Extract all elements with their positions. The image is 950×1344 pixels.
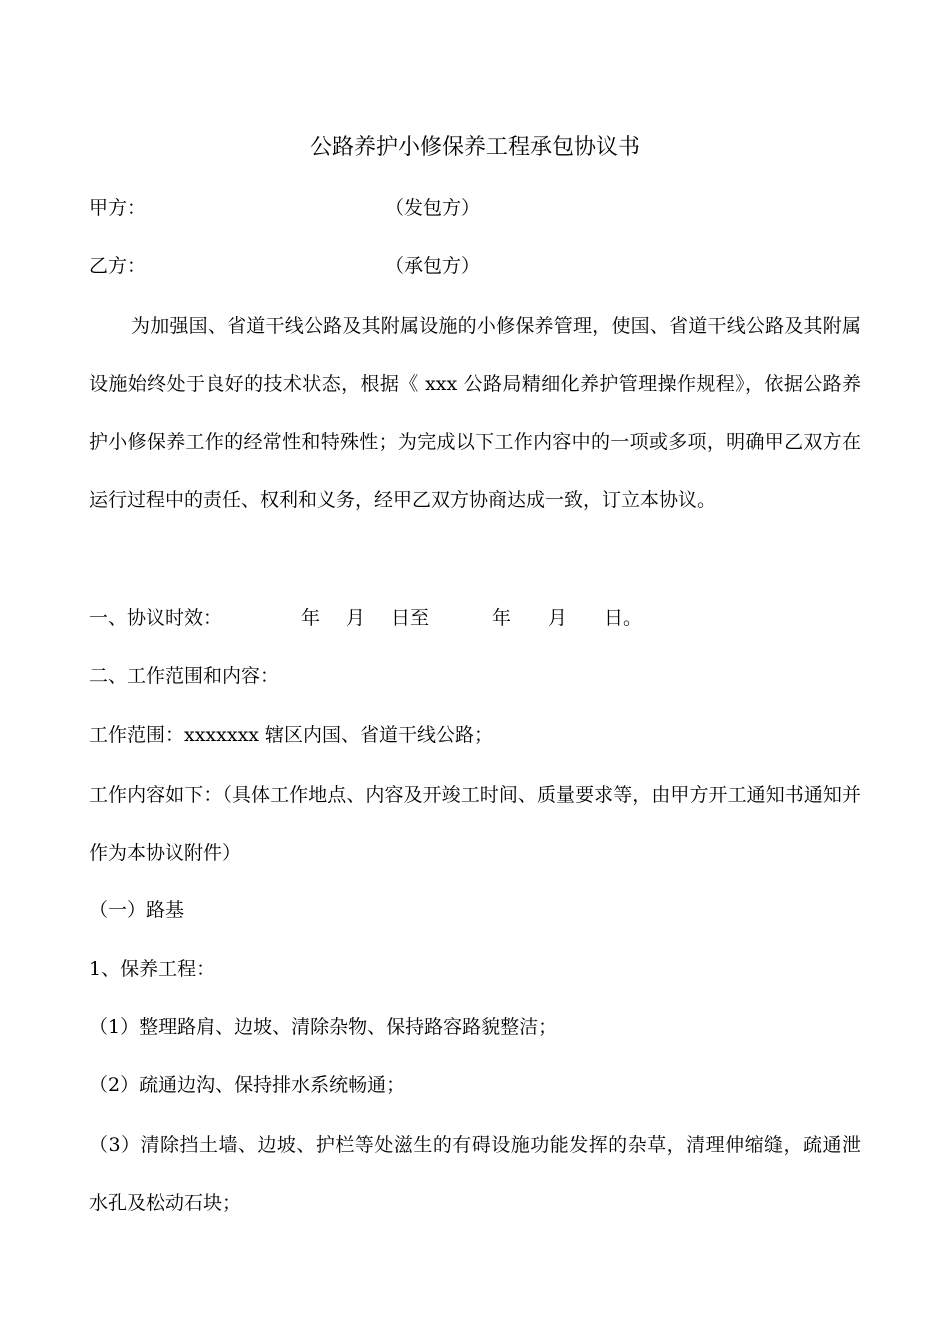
- preamble-paragraph: 为加强国、省道干线公路及其附属设施的小修保养管理，使国、省道干线公路及其附属设施始终处于良好的技术状态，根据《 xxx 公路局精细化养护管理操作规程》，依据公路养护小修保养工作的经常性和特殊性；为完成以下工作内容中的一项或多项，明确甲乙双方在运行过程中的责任、权利和义务，经甲乙双方协商达成一致，订立本协议。: [89, 315, 861, 511]
- sub-item-1: （1）整理路肩、边坡、清除杂物、保持路容路貌整洁；: [89, 1016, 558, 1038]
- item-maintenance-works: 1、保养工程：: [89, 958, 216, 980]
- party-a-role: （发包方）: [385, 197, 481, 219]
- subsection-roadbed: （一）路基: [89, 899, 185, 921]
- term-day-2: 日。: [604, 607, 643, 629]
- term-year-1: 年: [301, 607, 321, 629]
- work-scope: 工作范围：xxxxxxx 辖区内国、省道干线公路；: [89, 724, 494, 746]
- party-b-label: 乙方：: [89, 255, 147, 277]
- party-b-role: （承包方）: [385, 255, 481, 277]
- sub-item-3: （3）清除挡土墙、边坡、护栏等处滋生的有碍设施功能发挥的杂草，清理伸缩缝，疏通泄水孔及松动石块；: [89, 1134, 861, 1214]
- term-month-1: 月: [346, 607, 366, 629]
- section-two-heading: 二、工作范围和内容：: [89, 665, 280, 687]
- document-title: 公路养护小修保养工程承包协议书: [309, 135, 640, 160]
- term-label: 一、协议时效：: [89, 607, 223, 629]
- sub-item-2: （2）疏通边沟、保持排水系统畅通；: [89, 1074, 406, 1096]
- term-month-2: 月: [548, 607, 568, 629]
- party-a-label: 甲方：: [89, 197, 147, 219]
- term-day-1-to: 日至: [391, 607, 430, 629]
- work-content-intro: 工作内容如下：（具体工作地点、内容及开竣工时间、质量要求等，由甲方开工通知书通知并作为本协议附件）: [89, 784, 861, 864]
- term-year-2: 年: [492, 607, 512, 629]
